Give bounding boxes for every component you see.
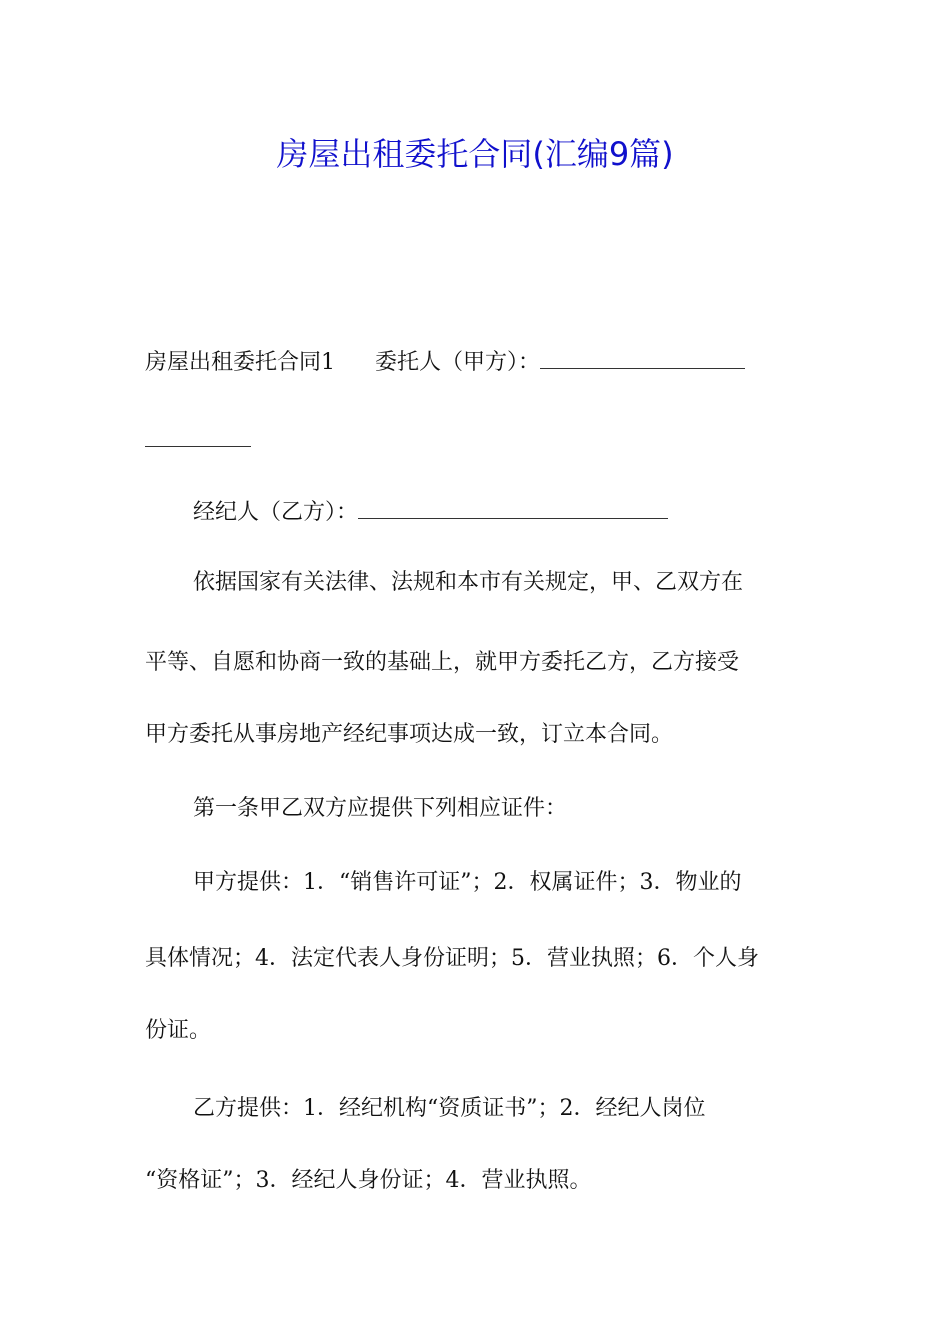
paragraph-line: 具体情况；4．法定代表人身份证明；5．营业执照；6．个人身 (145, 946, 759, 971)
paragraph-line: 甲方委托从事房地产经纪事项达成一致，订立本合同。 (145, 722, 674, 747)
paragraph-line: 甲方提供：1．“销售许可证”；2．权属证件；3．物业的 (193, 870, 742, 895)
document-title: 房屋出租委托合同(汇编9篇) (276, 135, 674, 173)
paragraph-line: 乙方提供：1．经纪机构“资质证书”；2．经纪人岗位 (193, 1096, 706, 1121)
paragraph-line: 依据国家有关法律、法规和本市有关规定，甲、乙双方在 (193, 570, 744, 595)
paragraph-line: 份证。 (145, 1018, 212, 1043)
contract-heading-line (145, 346, 745, 378)
agent-blank (358, 496, 668, 519)
principal-label: 委托人（甲方）： (375, 350, 541, 375)
article-one-heading: 第一条甲乙双方应提供下列相应证件： (193, 796, 568, 821)
agent-label: 经纪人（乙方）： (193, 500, 359, 525)
paragraph-line: “资格证”；3．经纪人身份证；4．营业执照。 (145, 1168, 592, 1193)
contract-heading-label: 房屋出租委托合同1 (145, 350, 335, 375)
principal-blank (540, 346, 745, 369)
principal-blank-line-2 (145, 424, 251, 447)
agent-line (193, 496, 668, 528)
principal-blank-continued (145, 424, 251, 456)
paragraph-line: 平等、自愿和协商一致的基础上，就甲方委托乙方，乙方接受 (145, 650, 740, 675)
